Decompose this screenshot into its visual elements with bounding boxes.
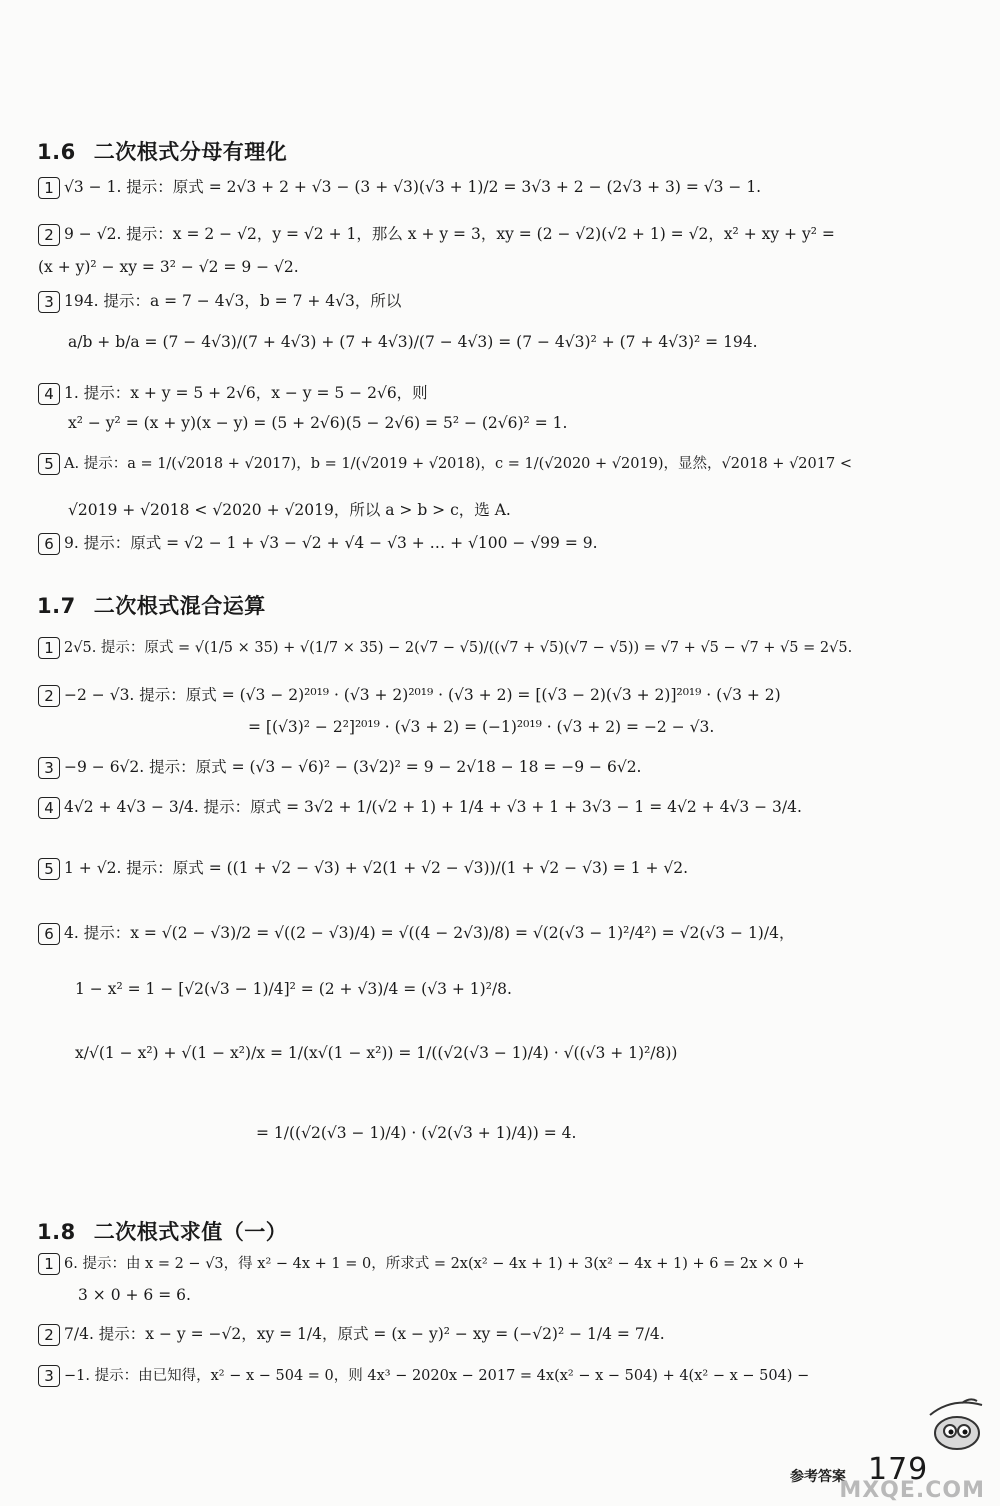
- answer-1-7-6-cont-3: = 1/((√2(√3 − 1)/4) · (√2(√3 + 1)/4)) = 4.: [256, 1124, 577, 1142]
- question-number-badge: 4: [38, 797, 60, 819]
- question-number-badge: 2: [38, 224, 60, 246]
- answer-1-8-1-cont: 3 × 0 + 6 = 6.: [78, 1286, 191, 1304]
- section-title-1-8: 1.8 二次根式求值（一）: [37, 1220, 288, 1244]
- answer-1-6-2-cont: (x + y)² − xy = 3² − √2 = 9 − √2.: [38, 258, 299, 276]
- answer-1-8-1: 1 6. 提示：由 x = 2 − √3，得 x² − 4x + 1 = 0，所求式 = 2x(x² − 4x + 1) + 3(x² − 4x + 1) + 6 = 2x × 0 +: [38, 1252, 960, 1275]
- answer-1-6-5: 5 A. 提示：a = 1/(√2018 + √2017)，b = 1/(√2019 + √2018)，c = 1/(√2020 + √2019)，显然，√2018 + √2017 <: [38, 452, 960, 475]
- answer-1-7-5: 5 1 + √2. 提示：原式 = ((1 + √2 − √3) + √2(1 + √2 − √3))/(1 + √2 − √3) = 1 + √2.: [38, 857, 960, 880]
- answer-1-6-3: 3 194. 提示：a = 7 − 4√3，b = 7 + 4√3，所以: [38, 290, 960, 313]
- answer-1-6-4: 4 1. 提示：x + y = 5 + 2√6，x − y = 5 − 2√6，则: [38, 382, 960, 405]
- page-number: 179: [868, 1452, 929, 1487]
- answer-1-7-4: 4 4√2 + 4√3 − 3/4. 提示：原式 = 3√2 + 1/(√2 + 1) + 1/4 + √3 + 1 + 3√3 − 1 = 4√2 + 4√3 − 3/4.: [38, 796, 960, 819]
- answer-1-6-5-cont: √2019 + √2018 < √2020 + √2019，所以 a > b > c，选 A.: [68, 501, 511, 519]
- answer-1-7-2: 2 −2 − √3. 提示：原式 = (√3 − 2)²⁰¹⁹ · (√3 + 2)²⁰¹⁹ · (√3 + 2) = [(√3 − 2)(√3 + 2)]²⁰¹⁹ · (√3 + 2): [38, 684, 960, 707]
- question-number-badge: 2: [38, 685, 60, 707]
- question-number-badge: 2: [38, 1324, 60, 1346]
- question-number-badge: 1: [38, 1253, 60, 1275]
- answer-1-6-6: 6 9. 提示：原式 = √2 − 1 + √3 − √2 + √4 − √3 + … + √100 − √99 = 9.: [38, 532, 960, 555]
- answer-1-6-3-cont: a/b + b/a = (7 − 4√3)/(7 + 4√3) + (7 + 4√3)/(7 − 4√3) = (7 − 4√3)² + (7 + 4√3)² = 194.: [68, 333, 758, 351]
- section-title-1-6: 1.6 二次根式分母有理化: [37, 140, 288, 164]
- watermark: MXQE.COM: [839, 1478, 985, 1503]
- answer-1-6-1: 1 √3 − 1. 提示：原式 = 2√3 + 2 + √3 − (3 + √3)(√3 + 1)/2 = 3√3 + 2 − (2√3 + 3) = √3 − 1.: [38, 176, 960, 199]
- answer-1-7-2-cont: = [(√3)² − 2²]²⁰¹⁹ · (√3 + 2) = (−1)²⁰¹⁹ · (√3 + 2) = −2 − √3.: [248, 718, 715, 736]
- answer-1-8-3: 3 −1. 提示：由已知得，x² − x − 504 = 0，则 4x³ − 2020x − 2017 = 4x(x² − x − 504) + 4(x² − x − 504) −: [38, 1364, 960, 1387]
- question-number-badge: 1: [38, 637, 60, 659]
- answer-1-7-6: 6 4. 提示：x = √(2 − √3)/2 = √((2 − √3)/4) = √((4 − 2√3)/8) = √(2(√3 − 1)²/4²) = √2(√3 − 1)/4，: [38, 922, 960, 945]
- question-number-badge: 1: [38, 177, 60, 199]
- answer-1-7-6-cont-2: x/√(1 − x²) + √(1 − x²)/x = 1/(x√(1 − x²)) = 1/((√2(√3 − 1)/4) · √((√3 + 1)²/8)): [75, 1044, 678, 1062]
- question-number-badge: 6: [38, 533, 60, 555]
- answer-1-7-3: 3 −9 − 6√2. 提示：原式 = (√3 − √6)² − (3√2)² = 9 − 2√18 − 18 = −9 − 6√2.: [38, 756, 960, 779]
- section-title-1-7: 1.7 二次根式混合运算: [37, 594, 266, 618]
- question-number-badge: 5: [38, 453, 60, 475]
- answer-1-7-1: 1 2√5. 提示：原式 = √(1/5 × 35) + √(1/7 × 35) − 2(√7 − √5)/((√7 + √5)(√7 − √5)) = √7 + √5 − √7 + √5 = 2√5.: [38, 636, 960, 659]
- answer-1-8-2: 2 7/4. 提示：x − y = −√2，xy = 1/4，原式 = (x − y)² − xy = (−√2)² − 1/4 = 7/4.: [38, 1323, 960, 1346]
- answer-1-6-2: 2 9 − √2. 提示：x = 2 − √2，y = √2 + 1，那么 x + y = 3，xy = (2 − √2)(√2 + 1) = √2，x² + xy + y² =: [38, 223, 960, 246]
- question-number-badge: 3: [38, 291, 60, 313]
- question-number-badge: 4: [38, 383, 60, 405]
- footer-label: 参考答案: [790, 1469, 846, 1485]
- question-number-badge: 6: [38, 923, 60, 945]
- answer-1-7-6-cont-1: 1 − x² = 1 − [√2(√3 − 1)/4]² = (2 + √3)/4 = (√3 + 1)²/8.: [75, 980, 512, 998]
- question-number-badge: 3: [38, 1365, 60, 1387]
- question-number-badge: 5: [38, 858, 60, 880]
- cartoon-mascot-icon: [922, 1395, 992, 1455]
- answer-1-6-4-cont: x² − y² = (x + y)(x − y) = (5 + 2√6)(5 − 2√6) = 5² − (2√6)² = 1.: [68, 414, 568, 432]
- question-number-badge: 3: [38, 757, 60, 779]
